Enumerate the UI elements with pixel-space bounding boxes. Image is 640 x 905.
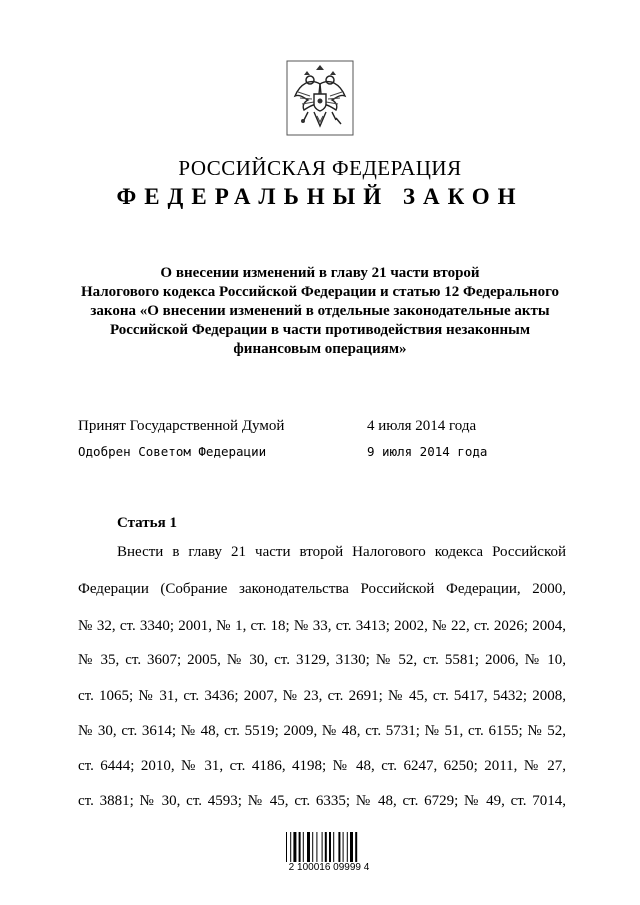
body-line: № 32, ст. 3340; 2001, № 1, ст. 18; № 33, ст. 3413; 2002, № 22, ст. 2026; 2004,: [78, 618, 566, 634]
body-line: ст. 1065; № 31, ст. 3436; 2007, № 23, ст. 2691; № 45, ст. 5417, 5432; 2008,: [78, 688, 566, 704]
law-title-line: Налогового кодекса Российской Федерации и статью 12 Федерального: [80, 284, 560, 300]
body-line: № 35, ст. 3607; 2005, № 30, ст. 3129, 3130; № 52, ст. 5581; 2006, № 10,: [78, 652, 566, 668]
approved-by-council-date: 9 июля 2014 года: [367, 444, 488, 459]
barcode-number: 2 100016 09999 4: [288, 862, 370, 873]
article-heading: Статья 1: [117, 515, 177, 531]
approved-by-council-label: Одобрен Советом Федерации: [78, 444, 267, 459]
law-title-line: О внесении изменений в главу 21 части второй: [160, 265, 480, 281]
body-line: Внести в главу 21 части второй Налогового кодекса Российской: [117, 544, 566, 560]
law-title-line: закона «О внесении изменений в отдельные законодательные акты: [90, 303, 550, 319]
adopted-by-duma-label: Принят Государственной Думой: [78, 418, 285, 434]
body-line: ст. 3881; № 30, ст. 4593; № 45, ст. 6335; № 48, ст. 6729; № 49, ст. 7014,: [78, 793, 566, 809]
law-title-line: Российской Федерации в части противодействия незаконным: [109, 322, 531, 338]
body-line: № 30, ст. 3614; № 48, ст. 5519; 2009, № 48, ст. 5731; № 51, ст. 6155; № 52,: [78, 723, 566, 739]
law-title: [60, 264, 580, 359]
coat-of-arms-icon: [286, 60, 354, 136]
law-title-line: финансовым операциям»: [233, 341, 407, 357]
body-line: ст. 6444; 2010, № 31, ст. 4186, 4198; № 48, ст. 6247, 6250; 2011, № 27,: [78, 758, 566, 774]
law-type-heading: ФЕДЕРАЛЬНЫЙ ЗАКОН: [116, 184, 524, 209]
body-line: Федерации (Собрание законодательства Российской Федерации, 2000,: [78, 581, 566, 597]
country-name: РОССИЙСКАЯ ФЕДЕРАЦИЯ: [178, 156, 462, 180]
adopted-by-duma-date: 4 июля 2014 года: [367, 418, 477, 434]
